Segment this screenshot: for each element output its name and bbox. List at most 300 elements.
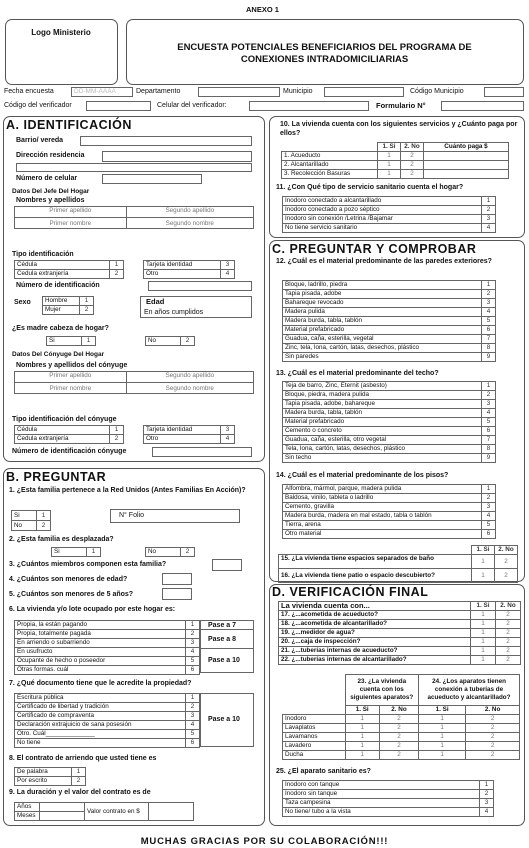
q14-label: 14. ¿Cuál es el material predominante de los pisos? [276, 472, 449, 479]
mujer-option[interactable]: Mujer [43, 306, 80, 315]
q7-option-code[interactable]: 2 [186, 703, 200, 712]
verification-no[interactable]: 2 [496, 638, 521, 647]
aparato-row[interactable] [283, 715, 520, 724]
celular-verificador-field[interactable] [249, 101, 369, 111]
q7-option[interactable] [15, 694, 200, 703]
tipo-id-table-1[interactable] [14, 260, 124, 279]
q10-row[interactable] [282, 161, 509, 170]
q16-si[interactable]: 1 [472, 569, 495, 583]
verification-si[interactable]: 1 [471, 620, 496, 629]
aparato-label: Inodoro [283, 715, 346, 724]
madre-si[interactable] [46, 336, 96, 346]
q12-option-code[interactable]: 8 [482, 344, 496, 353]
paga-header: Cuánto paga $ [424, 143, 509, 152]
num-id-field[interactable] [148, 281, 252, 291]
si-option[interactable]: Si [12, 511, 37, 521]
q12-option-label: Madera burda, tabla, tablón [283, 317, 482, 326]
verification-row[interactable] [279, 638, 521, 647]
q25-option-code[interactable]: 4 [480, 808, 494, 817]
q14-option-code[interactable]: 1 [482, 485, 496, 494]
aparato-label: Ducha [283, 751, 346, 760]
q6-option-code[interactable]: 6 [186, 666, 200, 675]
aparato-no[interactable]: 2 [466, 715, 520, 724]
madre-no[interactable] [145, 336, 195, 346]
q11-option-code[interactable]: 4 [482, 224, 496, 233]
no-header: 2. No [379, 706, 418, 715]
folio-field[interactable] [110, 509, 240, 523]
q13-option-label: Cemento o concreto [283, 427, 482, 436]
q11-option-code[interactable]: 2 [482, 206, 496, 215]
q6-option[interactable] [15, 648, 200, 657]
barrio-field[interactable] [80, 136, 252, 146]
aparato-no[interactable]: 2 [379, 742, 418, 751]
q7-option-code[interactable]: 4 [186, 721, 200, 730]
section-b-title: B. PREGUNTAR [6, 470, 107, 484]
hombre-option[interactable]: Hombre [43, 297, 80, 306]
si-header: 1. Si [345, 706, 379, 715]
q1-label: 1. ¿Esta familia pertenece a la Red Unidos (Antes Familias En Acción)? [9, 487, 246, 494]
aparatos-table[interactable] [282, 674, 520, 760]
no-option[interactable]: No [146, 337, 181, 346]
q14-option-code[interactable]: 2 [482, 494, 496, 503]
aparato-si[interactable]: 1 [345, 724, 379, 733]
q7-option[interactable] [15, 721, 200, 730]
q7-option-code[interactable]: 5 [186, 730, 200, 739]
q6-option-code[interactable]: 2 [186, 630, 200, 639]
aparato-si[interactable]: 1 [345, 715, 379, 724]
tipo-id-conyuge-table-2[interactable] [143, 425, 235, 444]
q13-option-code[interactable]: 7 [482, 436, 496, 445]
si-option[interactable]: Si [52, 548, 87, 557]
q12-table[interactable] [282, 280, 496, 362]
q9-table[interactable] [14, 802, 194, 821]
q14-table[interactable] [282, 484, 496, 539]
aparato-si[interactable]: 1 [345, 742, 379, 751]
fecha-field[interactable]: DD-MM-AAAA [71, 87, 133, 97]
num-id-label: Número de identificación [16, 282, 100, 289]
q8-label: 8. El contrato de arriendo que usted tiene es [9, 755, 157, 762]
q25-option-label: Inodoro sin tanque [283, 790, 480, 799]
q4-label: 4. ¿Cuántos son menores de edad? [9, 576, 128, 583]
nombres-conyuge-label: Nombres y apellidos del cónyuge [16, 362, 128, 369]
q10-service-label: 3. Recolección Basuras [282, 170, 378, 179]
verification-si[interactable]: 1 [471, 629, 496, 638]
si-option[interactable]: Si [47, 337, 82, 346]
q24-header: 24. ¿Los aparatos tienen conexión a tuberías de acueducto y alcantarillado? [419, 675, 520, 706]
q7-option[interactable] [15, 730, 200, 739]
cedula-option[interactable]: Cédula [15, 426, 110, 435]
aparato-row[interactable] [283, 751, 520, 760]
section-d-title: D. VERIFICACIÓN FINAL [272, 585, 429, 599]
q13-option-code[interactable]: 8 [482, 445, 496, 454]
q12-label: 12. ¿Cuál es el material predominante de las paredes exteriores? [276, 258, 492, 265]
q25-option-code[interactable]: 2 [480, 790, 494, 799]
section-a-title: A. IDENTIFICACIÓN [6, 118, 132, 132]
otro-option[interactable]: Otro [144, 270, 221, 279]
q7-option[interactable] [15, 739, 200, 748]
q4-field[interactable] [162, 573, 192, 585]
verification-si[interactable]: 1 [471, 611, 496, 620]
verification-no[interactable]: 2 [496, 629, 521, 638]
aparato-no[interactable]: 2 [466, 724, 520, 733]
q10-service-label: 1. Acueducto [282, 152, 378, 161]
q6-option-code[interactable]: 3 [186, 639, 200, 648]
q11-option[interactable] [283, 224, 496, 233]
q23-header: 23. ¿La vivienda cuenta con los siguientes aparatos? [345, 675, 419, 706]
q7-option-code[interactable]: 1 [186, 694, 200, 703]
tarjeta-option[interactable]: Tarjeta identidad [144, 426, 221, 435]
q12-option-code[interactable]: 1 [482, 281, 496, 290]
q6-table[interactable] [14, 620, 200, 675]
q5-field[interactable] [162, 588, 192, 600]
edad-sub-label: En años cumplidos [144, 309, 204, 316]
q6-option-label: Ocupante de hecho o poseedor [15, 657, 186, 666]
q14-option-label: Otro material [283, 530, 482, 539]
q10-row[interactable] [282, 152, 509, 161]
q14-option[interactable] [283, 485, 496, 494]
q2-si[interactable] [51, 547, 101, 557]
formulario-label: Formulario N° [376, 101, 426, 110]
q11-option[interactable] [283, 206, 496, 215]
q6-option[interactable] [15, 639, 200, 648]
q12-option-code[interactable]: 2 [482, 290, 496, 299]
q25-option[interactable] [283, 790, 494, 799]
aparato-no[interactable]: 2 [466, 733, 520, 742]
municipio-label: Municipio [283, 88, 313, 95]
q13-option-code[interactable]: 3 [482, 400, 496, 409]
q11-option[interactable] [283, 215, 496, 224]
q12-option[interactable] [283, 308, 496, 317]
q6-option[interactable] [15, 657, 200, 666]
no-option[interactable]: No [146, 548, 181, 557]
aparato-si[interactable]: 1 [345, 733, 379, 742]
q13-option[interactable] [283, 400, 496, 409]
q13-option-code[interactable]: 6 [482, 427, 496, 436]
q7-option[interactable] [15, 703, 200, 712]
q10-paga-field[interactable] [424, 170, 509, 179]
primer-nombre[interactable]: Primer nombre [15, 218, 127, 229]
q10-no[interactable]: 2 [401, 152, 424, 161]
tipo-id-table-2[interactable] [143, 260, 235, 279]
q14-option[interactable] [283, 503, 496, 512]
no-header: 2. No [495, 546, 518, 555]
q14-option-code[interactable]: 6 [482, 530, 496, 539]
cedula-option[interactable]: Cédula [15, 261, 110, 270]
q10-si[interactable]: 1 [378, 161, 401, 170]
no-header: 2. No [496, 602, 521, 611]
segundo-nombre[interactable]: Segundo nombre [126, 218, 253, 229]
q12-option-label: Tapia pisada, adobe [283, 290, 482, 299]
q10-no[interactable]: 2 [401, 170, 424, 179]
cedula-ext-option[interactable]: Cedula extranjería [15, 435, 110, 444]
verification-row[interactable] [279, 620, 521, 629]
verification-label: 19. ¿...medidor de agua? [279, 629, 471, 638]
num-id-conyuge-field[interactable] [152, 447, 252, 457]
blank-cell [282, 143, 378, 152]
aparato-label: Lavamanos [283, 733, 346, 742]
verification-label: 22. ¿...tuberías internas de alcantarillado? [279, 656, 471, 665]
edad-field[interactable] [140, 296, 252, 318]
madre-label: ¿Es madre cabeza de hogar? [12, 325, 109, 332]
q12-option-label: Sin paredes [283, 353, 482, 362]
departamento-field[interactable] [198, 87, 280, 97]
q25-option[interactable] [283, 799, 494, 808]
q12-option-label: Bloque, ladrillo, piedra [283, 281, 482, 290]
sexo-table[interactable] [42, 296, 94, 315]
q12-option[interactable] [283, 281, 496, 290]
q10-paga-field[interactable] [424, 161, 509, 170]
q6-option-code[interactable]: 5 [186, 657, 200, 666]
q14-option-label: Cemento, gravilla [283, 503, 482, 512]
q1-table[interactable] [11, 510, 51, 531]
aparato-si[interactable]: 1 [419, 733, 466, 742]
q7-table[interactable] [14, 693, 200, 748]
q25-table[interactable] [282, 780, 494, 817]
q12-option-label: Material prefabricado [283, 326, 482, 335]
aparato-label: Lavaplatos [283, 724, 346, 733]
aparato-si[interactable]: 1 [345, 751, 379, 760]
q8-option[interactable] [15, 768, 86, 777]
municipio-field[interactable] [324, 87, 404, 97]
q6-option-label: Propia, la están pagando [15, 621, 186, 630]
tipo-id-conyuge-table-1[interactable] [14, 425, 124, 444]
aparato-no[interactable]: 2 [466, 742, 520, 751]
q15-no[interactable]: 2 [495, 555, 518, 569]
verification-no[interactable]: 2 [496, 647, 521, 656]
q11-option-code[interactable]: 3 [482, 215, 496, 224]
verification-label: 18. ¿...acometida de alcantarillado? [279, 620, 471, 629]
aparato-si[interactable]: 1 [419, 715, 466, 724]
q25-option[interactable] [283, 781, 494, 790]
aparato-si[interactable]: 1 [419, 724, 466, 733]
codigo-municipio-field[interactable] [484, 87, 524, 97]
cedula-ext-option[interactable]: Cedula extranjería [15, 270, 110, 279]
q25-option-label: Inodoro con tanque [283, 781, 480, 790]
q12-option[interactable] [283, 344, 496, 353]
q13-table[interactable] [282, 381, 496, 463]
q10-si[interactable]: 1 [378, 170, 401, 179]
aparato-no[interactable]: 2 [379, 751, 418, 760]
verification-table[interactable] [278, 601, 521, 665]
blank-cell [283, 706, 346, 715]
pase10-box [200, 648, 254, 673]
q25-option-code[interactable]: 3 [480, 799, 494, 808]
segundo-apellido-conyuge[interactable]: Segundo apellido [126, 372, 253, 383]
anos-field[interactable] [40, 803, 85, 812]
celular-verificador-label: Celular del verificador: [157, 102, 227, 109]
q13-option[interactable] [283, 418, 496, 427]
q13-option[interactable] [283, 391, 496, 400]
q8-option[interactable] [15, 777, 86, 786]
valor-field[interactable] [149, 803, 194, 821]
q7-option-label: Certificado de compraventa [15, 712, 186, 721]
q13-option-code[interactable]: 5 [482, 418, 496, 427]
segundo-apellido[interactable]: Segundo apellido [126, 207, 253, 218]
code: 1 [37, 511, 51, 521]
code: 2 [181, 337, 195, 346]
q10-paga-field[interactable] [424, 152, 509, 161]
q14-option-label: Madera burda, madera en mal estado, tabla o tablón [283, 512, 482, 521]
q16-no[interactable]: 2 [495, 569, 518, 583]
q13-option[interactable] [283, 409, 496, 418]
q12-option-code[interactable]: 9 [482, 353, 496, 362]
q10-row[interactable] [282, 170, 509, 179]
q6-option-code[interactable]: 1 [186, 621, 200, 630]
si-header: 1. Si [471, 602, 496, 611]
q15-16-table[interactable] [278, 545, 518, 583]
code: 1 [82, 337, 96, 346]
otro-option[interactable]: Otro [144, 435, 221, 444]
q14-option-code[interactable]: 3 [482, 503, 496, 512]
q13-option[interactable] [283, 445, 496, 454]
q14-option[interactable] [283, 512, 496, 521]
verification-row[interactable] [279, 656, 521, 665]
q11-option-code[interactable]: 1 [482, 197, 496, 206]
q14-option[interactable] [283, 521, 496, 530]
q12-option[interactable] [283, 326, 496, 335]
verification-no[interactable]: 2 [496, 611, 521, 620]
q25-option-code[interactable]: 1 [480, 781, 494, 790]
q12-option[interactable] [283, 290, 496, 299]
q6-option[interactable] [15, 666, 200, 675]
aparato-row[interactable] [283, 733, 520, 742]
code: 4 [221, 270, 235, 279]
q6-option[interactable] [15, 630, 200, 639]
nombres-label: Nombres y apellidos [16, 197, 85, 204]
q13-option[interactable] [283, 454, 496, 463]
q14-option[interactable] [283, 494, 496, 503]
q11-table[interactable] [282, 196, 496, 233]
q13-option[interactable] [283, 427, 496, 436]
q13-option-code[interactable]: 2 [482, 391, 496, 400]
tarjeta-option[interactable]: Tarjeta identidad [144, 261, 221, 270]
q14-option[interactable] [283, 530, 496, 539]
departamento-label: Departamento [136, 88, 181, 95]
verification-no[interactable]: 2 [496, 620, 521, 629]
aparato-no[interactable]: 2 [379, 724, 418, 733]
q12-option-code[interactable]: 7 [482, 335, 496, 344]
q12-option[interactable] [283, 335, 496, 344]
q15-si[interactable]: 1 [472, 555, 495, 569]
q7-option-code[interactable]: 6 [186, 739, 200, 748]
direccion-field[interactable] [102, 151, 252, 162]
q8-option-code[interactable]: 1 [72, 768, 86, 777]
anos-label: Años [15, 803, 40, 812]
q12-option-code[interactable]: 5 [482, 317, 496, 326]
aparato-si[interactable]: 1 [419, 742, 466, 751]
aparato-no[interactable]: 2 [379, 715, 418, 724]
q14-option-label: Baldosa, vinilo, tableta o ladrillo [283, 494, 482, 503]
tipo-id-conyuge-label: Tipo identificación del cónyuge [12, 416, 117, 423]
aparato-no[interactable]: 2 [379, 733, 418, 742]
q12-option[interactable] [283, 299, 496, 308]
q7-option-code[interactable]: 3 [186, 712, 200, 721]
blank-cell [283, 675, 346, 706]
q2-no[interactable] [145, 547, 195, 557]
q3-field[interactable] [212, 559, 242, 571]
q10-label: 10. La vivienda cuenta con los siguientes servicios y ¿Cuánto paga por ellos? [280, 121, 518, 137]
q11-option[interactable] [283, 197, 496, 206]
verification-row[interactable] [279, 647, 521, 656]
q12-option[interactable] [283, 317, 496, 326]
verification-no[interactable]: 2 [496, 656, 521, 665]
primer-nombre-conyuge[interactable]: Primer nombre [15, 383, 127, 394]
q12-option-code[interactable]: 3 [482, 299, 496, 308]
aparato-si[interactable]: 1 [419, 751, 466, 760]
q10-table[interactable] [281, 142, 509, 179]
celular-label: Número de celular [16, 175, 78, 182]
q13-option-code[interactable]: 4 [482, 409, 496, 418]
codigo-verificador-field[interactable] [86, 101, 151, 111]
q13-option-label: Madera burda, tabla, tablón [283, 409, 482, 418]
q14-option-code[interactable]: 5 [482, 521, 496, 530]
q7-option-label: Certificado de libertad y tradición [15, 703, 186, 712]
q25-option-label: Taza campesina [283, 799, 480, 808]
celular-field[interactable] [102, 174, 202, 184]
verification-si[interactable]: 1 [471, 638, 496, 647]
q14-option-code[interactable]: 4 [482, 512, 496, 521]
q10-no[interactable]: 2 [401, 161, 424, 170]
q12-option[interactable] [283, 353, 496, 362]
verification-label: 17. ¿...acometida de acueducto? [279, 611, 471, 620]
meses-field[interactable] [40, 812, 85, 821]
q13-option[interactable] [283, 436, 496, 445]
title-box [126, 19, 524, 85]
aparato-no[interactable]: 2 [466, 751, 520, 760]
primer-apellido-conyuge[interactable]: Primer apellido [15, 372, 127, 383]
q13-option-code[interactable]: 1 [482, 382, 496, 391]
q12-option-code[interactable]: 4 [482, 308, 496, 317]
code: 1 [110, 426, 124, 435]
q25-option[interactable] [283, 808, 494, 817]
direccion-label: Dirección residencia [16, 152, 85, 159]
q13-option[interactable] [283, 382, 496, 391]
verification-row[interactable] [279, 629, 521, 638]
barrio-label: Barrio/ vereda [16, 137, 64, 144]
verification-si[interactable]: 1 [471, 656, 496, 665]
q25-option-label: No tiene/ tubo a la vista [283, 808, 480, 817]
q12-option-label: Madera pulida [283, 308, 482, 317]
q5-label: 5. ¿Cuántos son menores de 5 años? [9, 591, 134, 598]
code: 2 [80, 306, 94, 315]
verification-row[interactable] [279, 611, 521, 620]
q6-option-label: Otras formas. cuál [15, 666, 186, 675]
formulario-field[interactable] [441, 101, 524, 111]
meses-label: Meses [15, 812, 40, 821]
si-header: 1. Si [419, 706, 466, 715]
q6-option[interactable] [15, 621, 200, 630]
q6-option-code[interactable]: 4 [186, 648, 200, 657]
q8-option-code[interactable]: 2 [72, 777, 86, 786]
code: 2 [110, 435, 124, 444]
codigo-verificador-label: Código del verificador [4, 102, 72, 109]
q13-option-code[interactable]: 9 [482, 454, 496, 463]
q10-si[interactable]: 1 [378, 152, 401, 161]
verification-si[interactable]: 1 [471, 647, 496, 656]
direccion-field-2[interactable] [16, 163, 252, 172]
q12-option-code[interactable]: 6 [482, 326, 496, 335]
primer-apellido[interactable]: Primer apellido [15, 207, 127, 218]
q12-option-label: Bahareque revocado [283, 299, 482, 308]
aparato-row[interactable] [283, 724, 520, 733]
q6-label: 6. La vivienda y/o lote ocupado por este hogar es: [9, 606, 176, 613]
q7-option[interactable] [15, 712, 200, 721]
q15-label: 15. ¿La vivienda tiene espacios separados de baño [279, 555, 472, 569]
aparato-row[interactable] [283, 742, 520, 751]
segundo-nombre-conyuge[interactable]: Segundo nombre [126, 383, 253, 394]
no-option[interactable]: No [12, 521, 37, 531]
q8-table[interactable] [14, 767, 86, 786]
